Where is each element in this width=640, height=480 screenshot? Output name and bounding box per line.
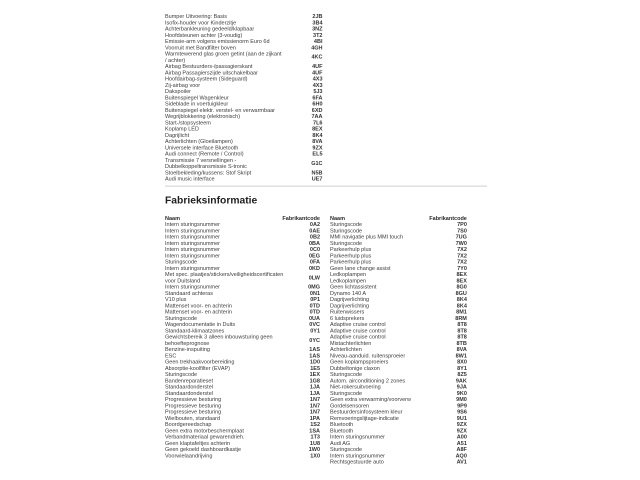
factory-name: Wielbouten, standaard: [165, 414, 221, 422]
factory-name: Intern sturingsnummer: [165, 264, 221, 272]
factory-name: Autom. airconditioning 2 zones: [330, 377, 406, 384]
option-code: 4UF: [312, 63, 323, 70]
factory-code: 9K0: [456, 389, 467, 397]
option-label: Warmtewerend glas groen getint (aan de zijkant / achter): [165, 50, 282, 63]
factory-code: A00: [456, 433, 467, 440]
option-code: UE7: [311, 175, 323, 182]
factory-name: Ledkoplampen: [330, 271, 367, 278]
factory-name: ESC: [165, 352, 177, 359]
factory-code: 7X2: [457, 246, 467, 253]
option-code: 7AA: [311, 113, 323, 120]
factory-code: 0A2: [309, 221, 320, 228]
factory-code: A8F: [456, 446, 467, 453]
option-code: 3NZ: [312, 25, 323, 32]
factory-name: Ledkoplampen: [330, 277, 367, 284]
option-row: [165, 176, 323, 182]
equipment-options-list: [165, 13, 323, 182]
option-code: 8EX: [312, 125, 323, 132]
factory-code: 9M0: [456, 396, 467, 403]
factory-code: 0EG: [308, 252, 320, 259]
factory-code: 0P1: [310, 296, 320, 303]
factory-name: Mistachterlichten: [330, 339, 372, 347]
factory-name: Sturingscode: [330, 371, 363, 378]
factory-name: Voorwielaandrijving: [165, 452, 213, 459]
factory-name: Dagrijverlichting: [330, 296, 370, 303]
option-code: 8K4: [312, 131, 323, 138]
option-label: Universele interface Bluetooth: [165, 144, 239, 151]
factory-code: 0B2: [309, 233, 320, 240]
factory-code: 7Y0: [457, 264, 467, 272]
option-code: 5J3: [313, 88, 323, 95]
option-label: Stoelbekleding/kussens: Stof Skript: [165, 169, 252, 176]
factory-code: 1E5: [310, 364, 320, 372]
option-label: Buitenspiegel Wagenkleur: [165, 94, 229, 101]
factory-name: Bluetooth: [330, 421, 354, 428]
document-content: [165, 13, 488, 465]
factory-name: Dynamo 140 A: [330, 289, 367, 297]
option-label: Dagrijlicht: [165, 131, 190, 138]
option-row: [165, 157, 323, 170]
option-code: 7L6: [313, 119, 323, 126]
option-label: Start-/stopsysteem: [165, 119, 211, 126]
factory-row: [330, 459, 467, 465]
factory-code: 1D0: [309, 358, 320, 365]
factory-code: 0C0: [309, 246, 320, 253]
factory-name: Gewichtsbereik 3 alleen inbouwsturing geen behoefteprognose: [165, 333, 273, 347]
factory-name: Geen lane change assist: [330, 264, 391, 272]
factory-name: Boordgereedschap: [165, 421, 212, 428]
factory-code: 1N7: [309, 408, 320, 415]
factory-code: 7S0: [457, 227, 467, 234]
factory-name: Mattenset voor- en achterin: [165, 308, 232, 315]
factory-code: 9ZX: [456, 427, 467, 434]
factory-code: 0FA: [309, 258, 320, 265]
factory-name: Adaptive cruise control: [330, 333, 386, 340]
factory-code: 9ZX: [456, 421, 467, 428]
factory-code: 8M1: [456, 308, 467, 315]
factory-row: [165, 271, 320, 284]
option-code: 4BI: [313, 38, 323, 45]
factory-code: 8EX: [456, 277, 467, 284]
factory-name: Sturingscode: [330, 446, 363, 453]
factory-name: Progressieve besturing: [165, 396, 222, 403]
factory-row: [165, 452, 320, 458]
factory-name: Mattenset voor- en achterin: [165, 302, 232, 309]
factory-name: Absorptie-koolfilter (EVAP): [165, 364, 230, 372]
option-label: Achterbankleuning gedeeld/klapbaar: [165, 25, 255, 32]
factory-name: Sturingscode: [165, 371, 198, 378]
option-code: EL5: [312, 150, 323, 157]
factory-name: Geen klaptafeltjes achterin: [165, 439, 231, 447]
factory-name: Bestuurdersinfosysteem kleur: [330, 408, 403, 415]
option-label: Hoofdairbag-systeem (Sideguard): [165, 75, 248, 82]
factory-name: Progressieve besturing: [165, 402, 222, 409]
factory-code: 7UG: [455, 233, 467, 240]
option-code: 3B4: [312, 19, 323, 26]
factory-code: 8K4: [456, 296, 467, 303]
factory-code: 9JA: [456, 383, 467, 390]
factory-code: 8K4: [456, 302, 467, 309]
factory-name: Benzine-inspuiting: [165, 346, 210, 353]
factory-name: Dagrijverlichting: [330, 302, 370, 309]
factory-name: Parkeerhulp plus: [330, 258, 372, 265]
factory-code: 0BA: [308, 239, 320, 247]
factory-code: 0KD: [308, 264, 320, 272]
factory-name: Standaardonderstel: [165, 383, 213, 390]
factory-name: Sturingscode: [330, 389, 363, 397]
factory-code: 1JA: [309, 389, 320, 397]
factory-table-left: [165, 215, 320, 459]
factory-code: 8VA: [456, 346, 467, 353]
factory-code: 7X2: [457, 258, 467, 265]
factory-code: 7P0: [457, 221, 467, 228]
factory-code: 8GU: [455, 289, 467, 297]
factory-code: 1U8: [309, 439, 320, 447]
column-header-naam: Naam: [330, 214, 345, 222]
factory-code: 9AK: [455, 377, 467, 384]
factory-name: Intern sturingsnummer: [165, 233, 221, 240]
factory-code: 0N1: [309, 289, 320, 297]
factory-code: 8G0: [456, 283, 467, 290]
factory-code: 0VC: [309, 321, 320, 328]
option-label: Zij-airbag voor: [165, 81, 201, 88]
factory-name: Remvoeringslijtage-indicatie: [330, 414, 399, 422]
factory-name: Progressieve besturing: [165, 408, 222, 415]
factory-name: Gordelsensoren: [330, 402, 370, 409]
factory-name: Adaptive cruise control: [330, 321, 386, 328]
factory-code: 1S2: [310, 421, 320, 428]
factory-code: 8T8: [457, 321, 467, 328]
factory-name: Adaptive cruise control: [330, 327, 386, 334]
option-label: Isofix-houder voor Kinderzitje: [165, 19, 237, 26]
factory-code: 1AS: [309, 352, 320, 359]
factory-code: 1EX: [309, 371, 320, 378]
factory-code: 0Y1: [310, 327, 320, 334]
factory-name: Met spec. plaatjes/stickers/veiligheidscertificaten voor Duitsland: [165, 271, 284, 284]
option-code: 4KC: [311, 53, 323, 60]
option-code: 9ZX: [312, 144, 323, 151]
option-code: 6H0: [312, 100, 323, 107]
factory-name: V10 plus: [165, 296, 187, 303]
factory-code: A51: [456, 439, 467, 447]
option-label: Audi music interface: [165, 175, 215, 182]
factory-name: Geen extra motorbeschermplaat: [165, 427, 244, 434]
factory-name: Intern sturingsnummer: [165, 239, 221, 247]
option-code: 4X3: [312, 81, 323, 88]
factory-code: 8W1: [455, 352, 467, 359]
factory-name: 6 luidsprekers: [330, 314, 365, 322]
factory-info-tables: [165, 215, 488, 465]
factory-code: 1X0: [310, 452, 320, 459]
factory-rows-right: [330, 221, 467, 465]
option-label: Airbag Bestuurders-/passagierskant: [165, 63, 253, 70]
factory-code: 7W0: [455, 239, 467, 247]
factory-name: Intern sturingsnummer: [165, 221, 221, 228]
factory-code: 8Y1: [457, 364, 467, 372]
factory-name: Intern sturingsnummer: [165, 252, 221, 259]
option-row: [165, 51, 323, 64]
factory-code: 9P9: [457, 402, 467, 409]
factory-code: 8Z5: [457, 371, 467, 378]
factory-code: 0MG: [308, 283, 320, 290]
factory-name: Geen extra verwarming/voorverw: [330, 396, 411, 403]
option-code: 4GH: [311, 44, 323, 51]
option-code: N5B: [311, 169, 323, 176]
option-label: Achterlichten (Gloeilampen): [165, 138, 233, 145]
factory-name: Sturingscode: [330, 227, 363, 234]
factory-name: Bluetooth: [330, 427, 354, 434]
factory-code: 8EX: [456, 271, 467, 278]
option-label: Emissie-arm volgens emissienorm Euro 6d: [165, 38, 270, 45]
option-label: Sideblade in voertuigkleur: [165, 100, 229, 107]
column-header-fabrikantcode: Fabrikantcode: [429, 214, 467, 222]
factory-name: Verbandmateriaal gewarendrieh.: [165, 433, 245, 440]
factory-code: 0AE: [309, 227, 320, 234]
column-header-naam: Naam: [165, 214, 180, 222]
factory-code: 1AS: [309, 346, 320, 353]
option-label: Koplamp LED: [165, 125, 199, 132]
factory-code: 0TD: [309, 308, 320, 315]
factory-code: 9S6: [457, 408, 467, 415]
factory-name: Sturingscode: [330, 239, 363, 247]
factory-name: Geen koplampsproeiers: [330, 358, 389, 365]
option-code: 8VA: [312, 138, 323, 145]
option-code: 2JB: [312, 13, 323, 20]
factory-code: 0UA: [308, 314, 320, 322]
factory-name: Intern sturingsnummer: [330, 433, 386, 440]
factory-code: 1T3: [310, 433, 320, 440]
option-code: 3T2: [313, 31, 323, 38]
factory-name: Wagendocumentatie in Duits: [165, 321, 236, 328]
option-label: Audi connect (Remote / Control): [165, 150, 244, 157]
factory-code: 9U1: [456, 414, 467, 422]
factory-name: Parkeerhulp plus: [330, 252, 372, 259]
factory-name: Achterlichten: [330, 346, 362, 353]
factory-name: Sturingscode: [165, 314, 198, 322]
option-label: Bumper Uitvoering: Basis: [165, 13, 228, 20]
option-code: 6FA: [312, 94, 323, 101]
option-label: Hoofdsteunen achter (3-voudig): [165, 31, 243, 38]
factory-name: Geen gekoeld dashboardkastje: [165, 446, 242, 453]
factory-name: Standaardonderstel: [165, 389, 213, 397]
factory-info-heading: Fabrieksinformatie: [165, 194, 258, 207]
factory-code: 1N7: [309, 402, 320, 409]
factory-name: Geen lichtassistent: [330, 283, 377, 290]
factory-code: 8T8: [457, 333, 467, 340]
factory-row: [165, 334, 320, 347]
factory-code: 1G8: [309, 377, 320, 384]
factory-name: Sturingscode: [165, 258, 198, 265]
factory-code: 1JA: [309, 383, 320, 390]
factory-name: Niveau-aanduid. ruitensproeier: [330, 352, 406, 359]
factory-name: Standaard achteras: [165, 289, 213, 297]
factory-name: Intern sturingsnummer: [165, 227, 221, 234]
factory-code: 0TD: [309, 302, 320, 309]
factory-name: Ruitenwissers: [330, 308, 365, 315]
factory-name: Audi AG: [330, 439, 351, 447]
factory-name: Parkeerhulp plus: [330, 246, 372, 253]
factory-rows-left: [165, 221, 320, 459]
factory-name: Intern sturingsnummer: [165, 246, 221, 253]
factory-name: Dubbeltonige claxon: [330, 364, 380, 372]
factory-code: 7X2: [457, 252, 467, 259]
option-code: G1C: [311, 159, 323, 167]
factory-name: Intern sturingsnummer: [165, 283, 221, 290]
factory-code: 0YC: [309, 336, 320, 343]
option-label: Voorruit met Bandfilter boven: [165, 44, 236, 51]
option-label: Wegrijblokkering (elektronisch): [165, 113, 241, 120]
option-code: 4UF: [312, 69, 323, 76]
factory-code: 8TB: [456, 339, 467, 347]
factory-code: AV1: [456, 458, 467, 465]
factory-code: 1W0: [308, 446, 320, 453]
factory-name: Rechtsgestuurde auto: [330, 458, 384, 465]
factory-name: Bandenreparatieset: [165, 377, 213, 384]
option-label: Dakspoiler: [165, 88, 191, 95]
factory-name: Standaard-klimaatzones: [165, 327, 225, 334]
factory-code: 1N7: [309, 396, 320, 403]
factory-name: Intern sturingsnummer: [330, 452, 386, 459]
column-header-fabrikantcode: Fabrikantcode: [282, 214, 320, 222]
factory-table-right: [330, 215, 467, 465]
factory-code: 8X0: [457, 358, 467, 365]
factory-name: Geen trekhaakvoorbereiding: [165, 358, 235, 365]
factory-name: MMI navigatie plus MMI touch: [330, 233, 404, 240]
option-label: Airbag Passagierszijde uitschakelbaar: [165, 69, 258, 76]
option-code: 4X3: [312, 75, 323, 82]
option-label: Transmissie 7 versnellingen - Dubbelkoppeltransmissie S-tronic: [165, 156, 247, 170]
option-label: Buitenspiegel elektr. verstel- en verwarmbaar: [165, 106, 276, 113]
factory-name: Sturingscode: [330, 221, 363, 228]
factory-code: AQ0: [455, 452, 467, 459]
factory-code: 1SA: [309, 427, 320, 434]
section-divider: [165, 186, 487, 187]
option-code: 6XD: [311, 106, 323, 113]
factory-code: 8RM: [455, 314, 467, 322]
factory-code: 8T8: [457, 327, 467, 334]
factory-code: 0LW: [308, 274, 320, 281]
factory-name: Niet-rokersuitvoering: [330, 383, 381, 390]
factory-code: 1PA: [309, 414, 320, 422]
